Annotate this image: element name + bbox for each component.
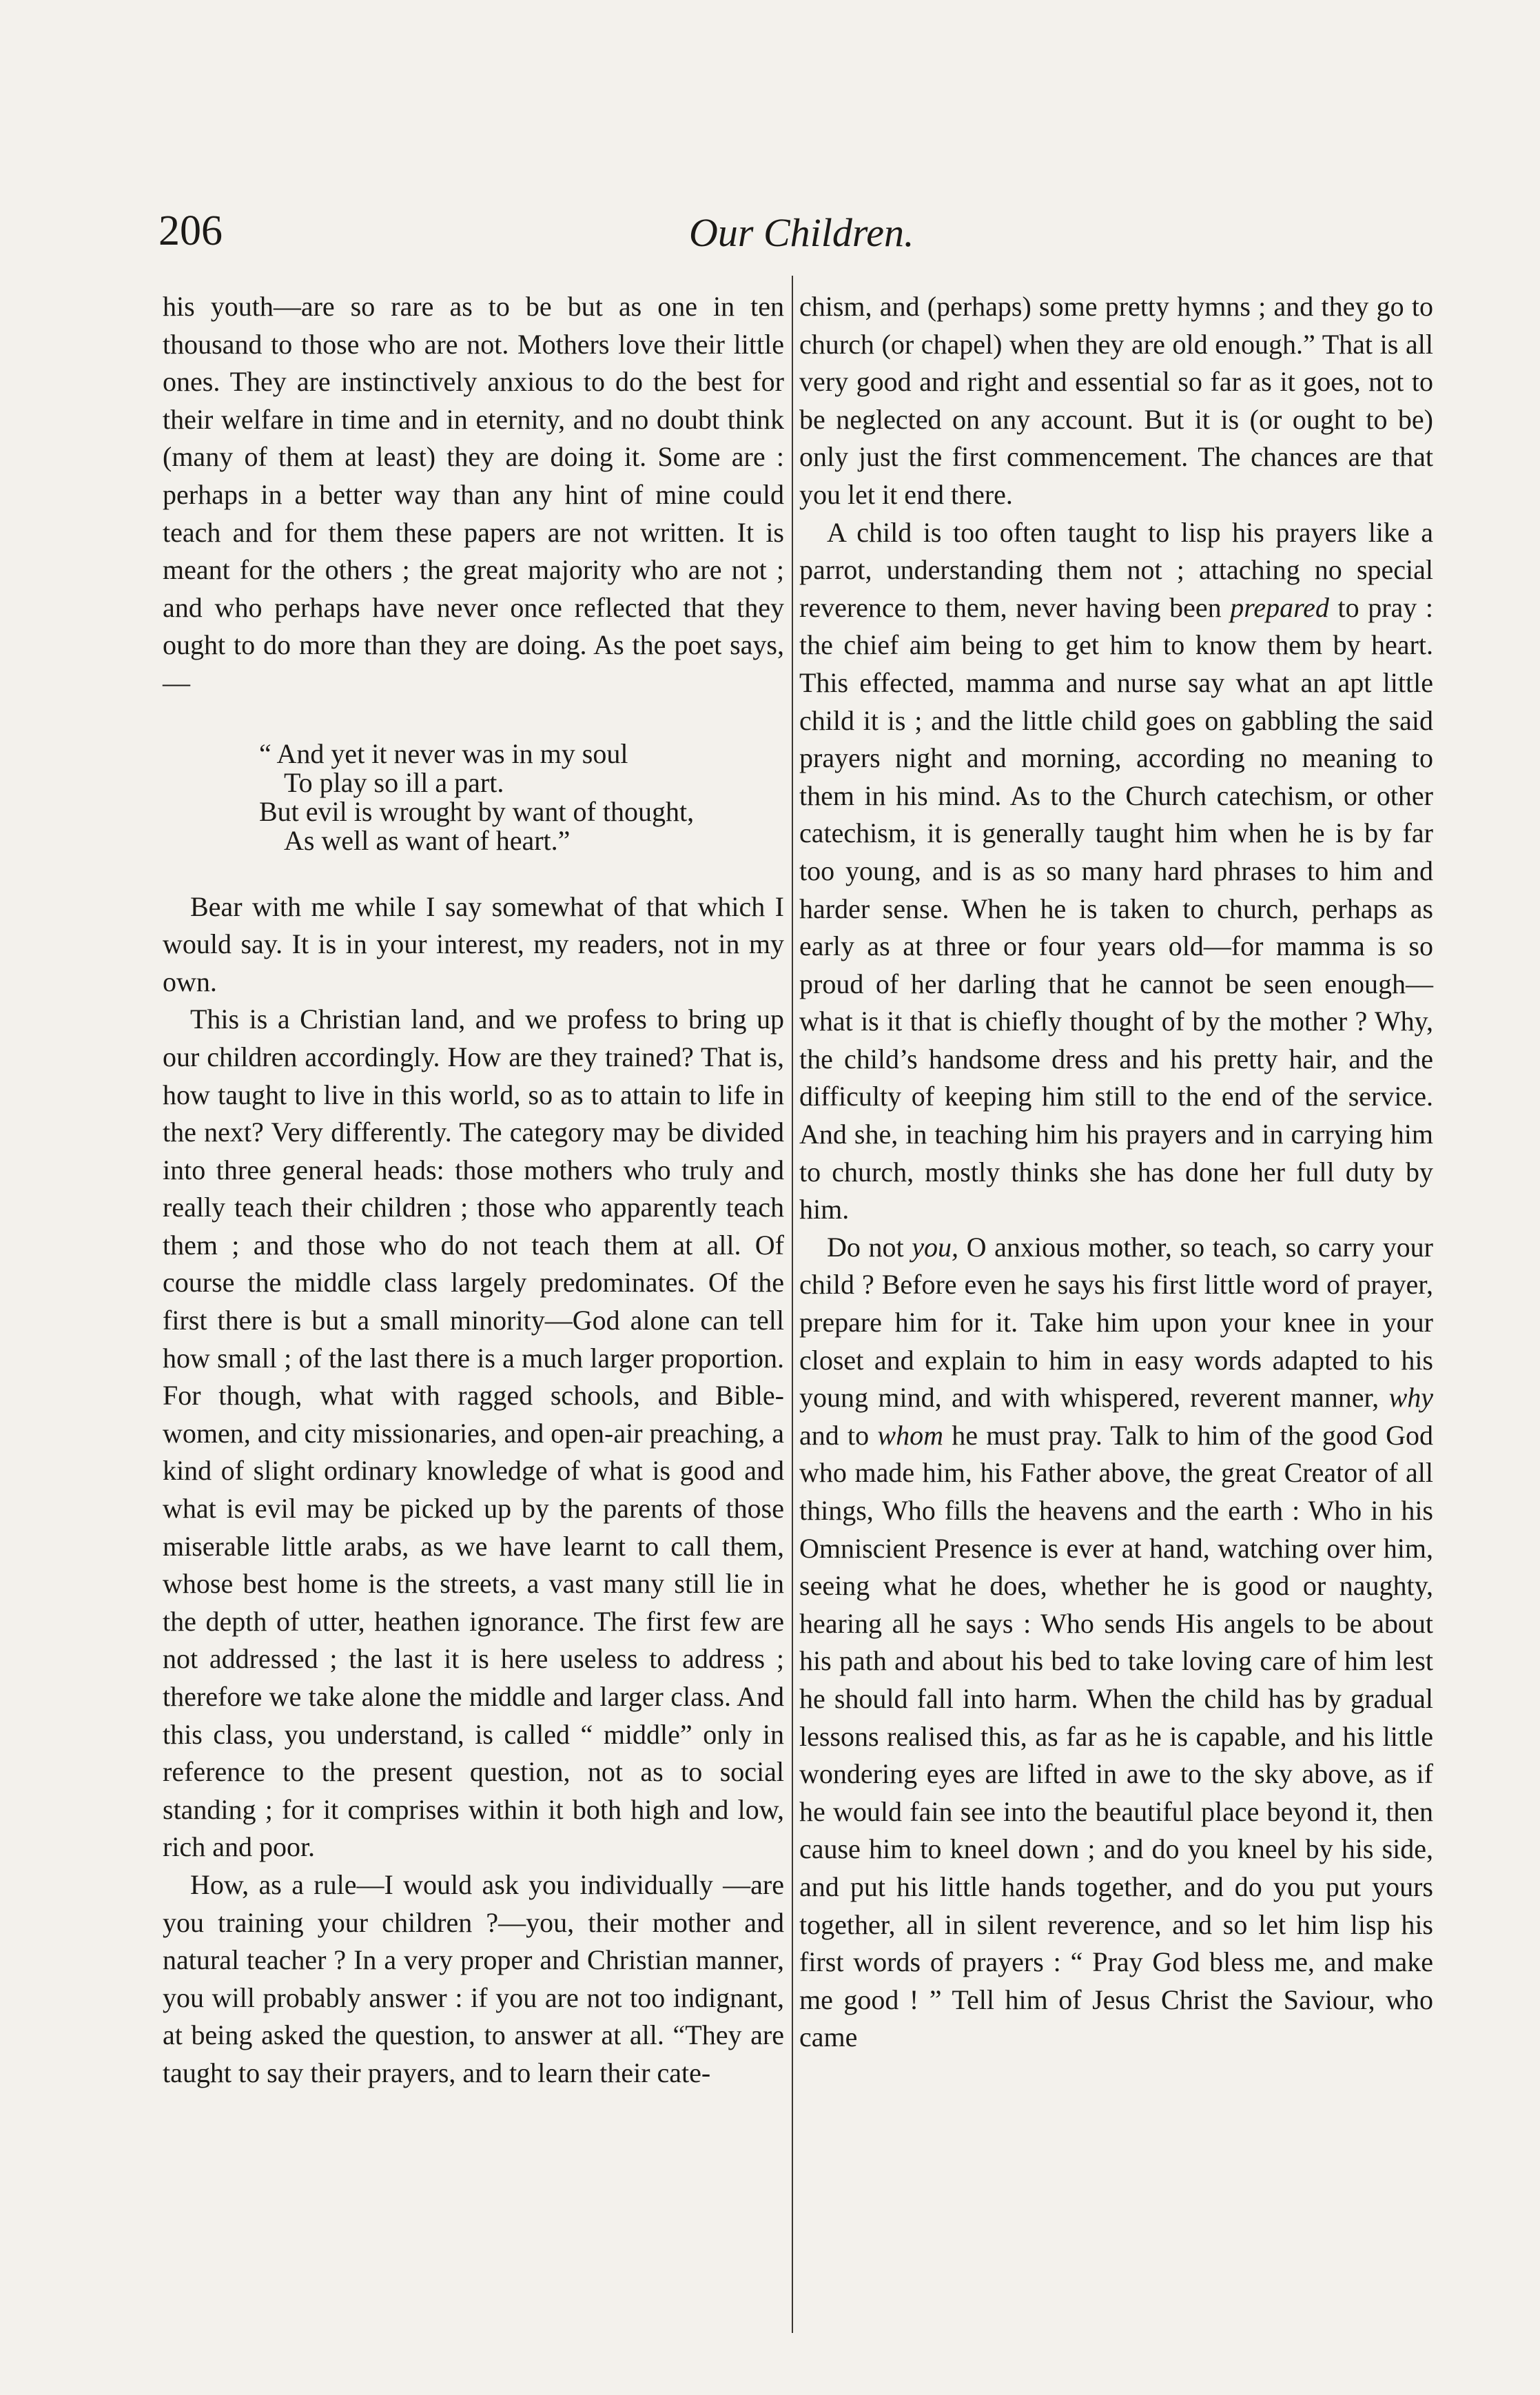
running-title: Our Children. [689, 210, 914, 255]
text-run: Do not [827, 1231, 912, 1263]
page-header [158, 207, 1426, 269]
emphasis: you, [912, 1231, 959, 1263]
emphasis: why [1388, 1382, 1433, 1414]
poem-quote [259, 737, 784, 856]
emphasis: prepared [1230, 591, 1329, 623]
right-column [799, 288, 1433, 2057]
column-divider [792, 276, 793, 2333]
paragraph: chism, and (perhaps) some pretty hymns ; and they go to church (or chapel) when they are old enough.” That is all very good and right and essential so far as it goes, not to be neglected on any account. But it is (or ought to be) only just the first commencement. The chances are that you let it end there. [799, 291, 1433, 510]
text-run: A child is too often taught to lisp his prayers like a parrot, understanding them not ; attaching no special reverence to them, never having been [799, 516, 1433, 623]
paragraph: How, as a rule—I would ask you individually —are you training your children ?—you, their mother and natural teacher ? In a very proper and Christian manner, you will probably answer : if you are not too indignant, at being asked the question, to answer at all. “They are taught to say their prayers, and to learn their cate- [163, 1868, 784, 2088]
text-run: he must pray. Talk to him of the good God who made him, his Father above, the great Creator of all things, Who fills the heavens and the earth : Who in his Omniscient Presence is ever at hand, watching over him, seeing what he does, whether he is good or naughty, hearing all he says : Who sends His angels to be about his path and about his bed to take loving care of him lest he should fall into harm. When the child has by gradual lessons realised this, as far as he is capable, and his little wondering eyes are lifted in awe to the sky above, as if he would fain see into the beautiful place beyond it, then cause him to kneel down ; and do you kneel by his side, and put his little hands together, and do you put yours together, all in silent reverence, and so let him lisp his first words of prayers : “ Pray God bless me, and make me good ! ” Tell him of Jesus Christ the Saviour, who came [799, 1419, 1433, 2053]
quote-line: But evil is wrought by want of thought, [259, 795, 695, 827]
quote-line: To play so ill a part. [284, 766, 504, 798]
text-run: to pray : the chief aim being to get him to know them by heart. This effected, mamma and nurse say what an apt little child it is ; and the little child goes on gabbling the said prayers night and morning, according no meaning to them in his mind. As to the Church catechism, or other catechism, it is generally taught him when he is by far too young, and is as so many hard phrases to him and harder sense. When he is taken to church, perhaps as early as at three or four years old—for mamma is so proud of her darling that he cannot be seen enough—what is it that is chiefly thought of by the mother ? Why, the child’s handsome dress and his pretty hair, and the difficulty of keeping him still to the end of the service. And she, in teaching him his prayers and in carrying him to church, mostly thinks she has done her full duty by him. [799, 591, 1433, 1225]
paragraph [799, 514, 1433, 1229]
emphasis: whom [877, 1419, 943, 1451]
quote-line: “ And yet it never was in my soul [259, 737, 628, 769]
paragraph [799, 1229, 1433, 2057]
text-run: and to [799, 1419, 878, 1451]
paragraph: This is a Christian land, and we profess to bring up our children accordingly. How are they trained? That is, how taught to live in this world, so as to attain to life in the next? Very differently. The category may be divided into three general heads: those mothers who truly and really teach their children ; those who apparently teach them ; and those who do not teach them at all. Of course the middle class largely predominates. Of the first there is but a small minority—God alone can tell how small ; of the last there is a much larger proportion. For though, what with ragged schools, and Bible-women, and city missionaries, and open-air preaching, a kind of slight ordinary knowledge of what is good and what is evil may be picked up by the parents of those miserable little arabs, as we have learnt to call them, whose best home is the streets, a vast many still lie in the depth of utter, heathen ignorance. The first few are not addressed ; the last it is here useless to address ; therefore we take alone the middle and larger class. And this class, you understand, is called “ middle” only in reference to the present question, not as to social standing ; for it comprises within it both high and low, rich and poor. [163, 1003, 784, 1863]
page-number: 206 [158, 207, 223, 254]
left-column [163, 288, 784, 2092]
paragraph: his youth—are so rare as to be but as one in ten thousand to those who are not. Mothers love their little ones. They are instinctively anxious to do the best for their welfare in time and in eternity, and no doubt think (many of them at least) they are doing it. Some are : perhaps in a better way than any hint of mine could teach and for them these papers are not written. It is meant for the others ; the great majority who are not ; and who perhaps have never once reflected that they ought to do more than they are doing. As the poet says,— [163, 291, 784, 698]
text-run: O anxious mother, so teach, so carry your child ? Before even he says his first little word of prayer, prepare him for it. Take him upon your knee in your closet and explain to him in easy words adapted to his young mind, and with whispered, reverent manner, [799, 1231, 1433, 1414]
quote-line: As well as want of heart.” [284, 824, 571, 856]
paragraph: Bear with me while I say somewhat of that which I would say. It is in your interest, my readers, not in my own. [163, 890, 784, 997]
